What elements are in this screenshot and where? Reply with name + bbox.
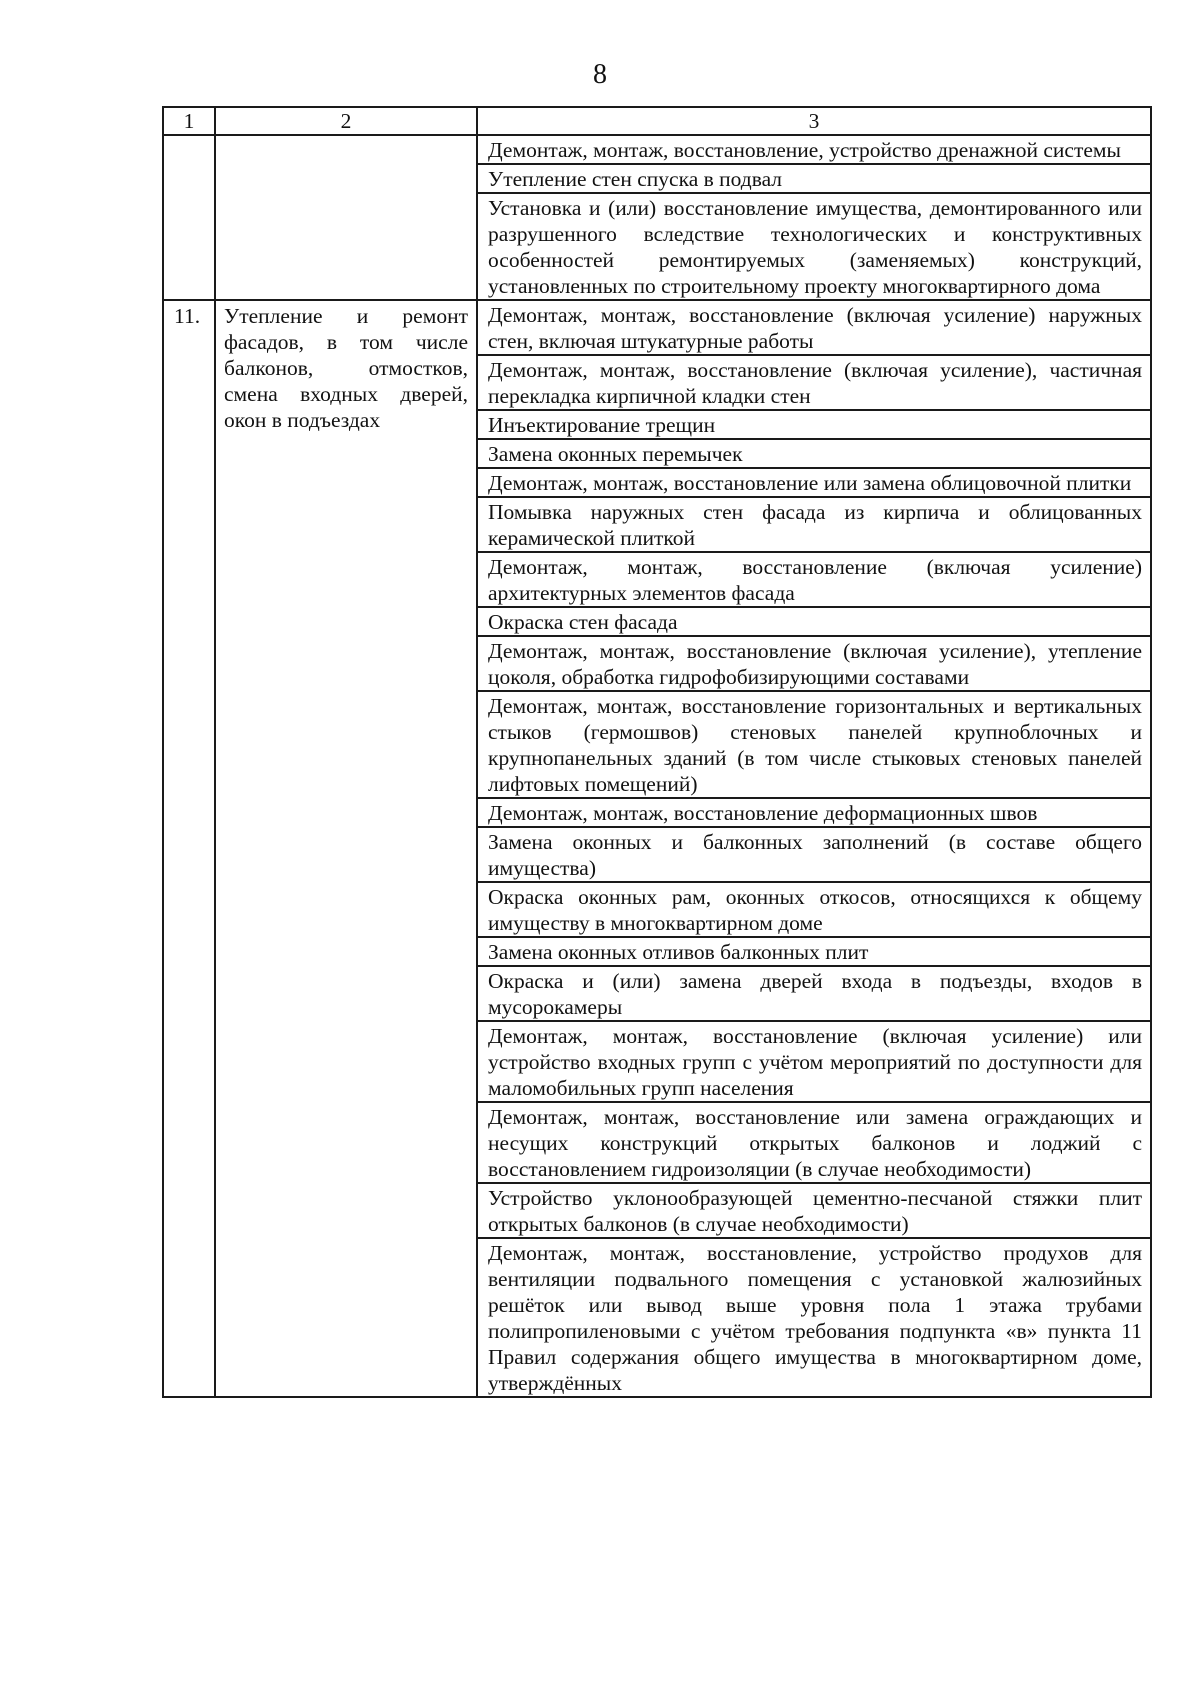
work-cell: Окраска стен фасада xyxy=(477,607,1151,636)
work-cell: Демонтаж, монтаж, восстановление, устройство дренажной системы xyxy=(477,135,1151,164)
work-cell: Устройство уклонообразующей цементно-песчаной стяжки плит открытых балконов (в случае необходимости) xyxy=(477,1183,1151,1238)
header-col-2: 2 xyxy=(215,107,477,135)
table-row xyxy=(163,300,1151,355)
table-row xyxy=(163,135,1151,164)
header-col-3: 3 xyxy=(477,107,1151,135)
work-cell: Инъектирование трещин xyxy=(477,410,1151,439)
work-cell: Демонтаж, монтаж, восстановление, устройство продухов для вентиляции подвального помещения с установкой жалюзийных решёток или вывод выше уровня пола 1 этажа трубами полипропиленовыми с учётом требования подпункта «в» пункта 11 Правил содержания общего имущества в многоквартирном доме, утверждённых xyxy=(477,1238,1151,1397)
work-cell: Демонтаж, монтаж, восстановление горизонтальных и вертикальных стыков (гермошвов) стеновых панелей крупноблочных и крупнопанельных зданий (в том числе стыковых стеновых панелей лифтовых помещений) xyxy=(477,691,1151,798)
item-name: Утепление и ремонт фасадов, в том числе балконов, отмостков, смена входных дверей, окон в подъездах xyxy=(215,300,477,1397)
work-cell: Помывка наружных стен фасада из кирпича и облицованных керамической плиткой xyxy=(477,497,1151,552)
header-col-1: 1 xyxy=(163,107,215,135)
works-table xyxy=(162,106,1152,1398)
work-cell: Окраска и (или) замена дверей входа в подъезды, входов в мусорокамеры xyxy=(477,966,1151,1021)
work-cell: Демонтаж, монтаж, восстановление (включая усиление), утепление цоколя, обработка гидрофобизирующими составами xyxy=(477,636,1151,691)
work-cell: Демонтаж, монтаж, восстановление или замена облицовочной плитки xyxy=(477,468,1151,497)
work-cell: Утепление стен спуска в подвал xyxy=(477,164,1151,193)
work-cell: Замена оконных и балконных заполнений (в составе общего имущества) xyxy=(477,827,1151,882)
work-cell: Демонтаж, монтаж, восстановление (включая усиление), частичная перекладка кирпичной кладки стен xyxy=(477,355,1151,410)
continued-name-cell xyxy=(215,135,477,300)
work-cell: Демонтаж, монтаж, восстановление деформационных швов xyxy=(477,798,1151,827)
work-cell: Демонтаж, монтаж, восстановление (включая усиление) архитектурных элементов фасада xyxy=(477,552,1151,607)
work-cell: Установка и (или) восстановление имущества, демонтированного или разрушенного вследствие технологических и конструктивных особенностей ремонтируемых (заменяемых) конструкций, установленных по строительному проекту многоквартирного дома xyxy=(477,193,1151,300)
work-cell: Окраска оконных рам, оконных откосов, относящихся к общему имуществу в многоквартирном доме xyxy=(477,882,1151,937)
work-cell: Замена оконных перемычек xyxy=(477,439,1151,468)
work-cell: Демонтаж, монтаж, восстановление (включая усиление) или устройство входных групп с учётом мероприятий по доступности для маломобильных групп населения xyxy=(477,1021,1151,1102)
work-cell: Замена оконных отливов балконных плит xyxy=(477,937,1151,966)
work-cell: Демонтаж, монтаж, восстановление или замена ограждающих и несущих конструкций открытых балконов и лоджий с восстановлением гидроизоляции (в случае необходимости) xyxy=(477,1102,1151,1183)
page-number: 8 xyxy=(593,59,607,90)
table-header-row xyxy=(163,107,1151,135)
item-number: 11. xyxy=(163,300,215,1397)
continued-number-cell xyxy=(163,135,215,300)
work-cell: Демонтаж, монтаж, восстановление (включая усиление) наружных стен, включая штукатурные работы xyxy=(477,300,1151,355)
